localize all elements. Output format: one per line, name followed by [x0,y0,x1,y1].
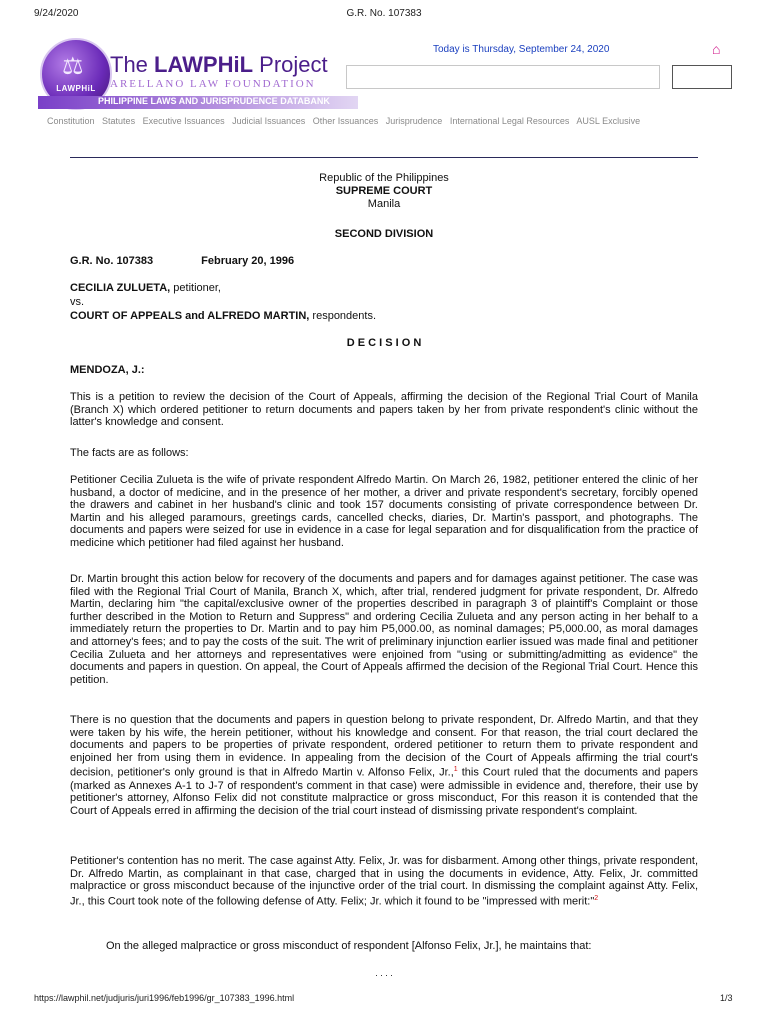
footnote-2-link[interactable]: 2 [594,894,599,902]
page-url: https://lawphil.net/judjuris/juri1996/feb1996/gr_107383_1996.html [34,993,295,1003]
case-number-line [70,255,698,268]
nav-other-issuances[interactable]: Other Issuances [312,116,379,126]
gr-number: G.R. No. 107383 [70,255,154,267]
search-input[interactable] [346,65,660,89]
main-nav [47,116,645,126]
print-header [0,8,768,22]
court-name: SUPREME COURT [335,185,433,197]
paragraph-5: There is no question that the documents and papers in question belong to private respondent, Dr. Alfredo Martin, and that they were taken by his wife, the herein petitioner, without his knowledge and consent. For that reason, the trial court declared the documents and papers to be properties of private respondent, ordered petitioner to return them to private respondent and enjoined her from using them in evidence. In appealing from the decision of the Court of Appeals affirming the trial court's decision, petitioner's only ground is that in Alfredo Martin v. Alfonso Felix, Jr.,$^1$ this Court ruled that the documents and papers (marked as Annexes A-1 to J-7 of respondent's comment in that case) were admissible in evidence and, therefore, their use by petitioner's attorney, Alfonso Felix did not constitute malpractice or gross misconduct, For this reason it is contended that the Court of Appeals erred in affirming the decision of the trial court instead of dismissing private respondent's complaint. [70,714,698,817]
paragraph-6: Petitioner's contention has no merit. The case against Atty. Felix, Jr. was for disbarment. Among other things, private respondent, Dr. Alfredo Martin, as complainant in that case, charged that in using the documents in evidence, Atty. Felix, Jr. committed malpractice or gross misconduct because of the injunctive order of the trial court. In dismissing the complaint against Atty. Felix, Jr., this Court took note of the following defense of Atty. Felix; Jr. which it found to be "impressed with merit:"$^2$ [70,855,698,908]
scales-of-justice-icon: ⚖ [62,53,84,80]
paragraph-7: On the alleged malpractice or gross misconduct of respondent [Alfonso Felix, Jr.], he maintains that: [106,940,592,952]
site-tagline: PHILIPPINE LAWS AND JURISPRUDENCE DATABANK [98,96,330,106]
footnote-1-link[interactable]: 1 [453,766,458,774]
nav-statutes[interactable]: Statutes [102,116,136,126]
print-title: G.R. No. 107383 [346,8,422,19]
ponente: MENDOZA, J.: [70,364,145,376]
header-divider [70,157,698,158]
paragraph-1: This is a petition to review the decision of the Court of Appeals, affirming the decision of the Regional Trial Court of Manila (Branch X) which ordered petitioner to return documents and papers taken by her from private respondent's clinic without the latter's knowledge and consent. [70,391,698,429]
court-city: Manila [367,198,401,210]
nav-constitution[interactable]: Constitution [47,116,95,126]
site-title: The LAWPHiL Project [110,52,328,77]
today-date: Today is Thursday, September 24, 2020 [433,44,610,55]
nav-judicial-issuances[interactable]: Judicial Issuances [232,116,306,126]
home-icon[interactable]: ⌂ [712,41,721,57]
paragraph-2: The facts are as follows: [70,447,189,459]
nav-ausl-exclusive[interactable]: AUSL Exclusive [576,116,641,126]
petitioner-line: CECILIA ZULUETA, petitioner, [70,282,221,294]
division: SECOND DIVISION [334,228,434,240]
ellipsis: . . . . [375,968,393,978]
gr-date: February 20, 1996 [201,255,295,267]
paragraph-4: Dr. Martin brought this action below for recovery of the documents and papers and for damages against petitioner. The case was filed with the Regional Trial Court of Manila, Branch X, which, after trial, rendered judgment for private respondent, Dr. Alfredo Martin, declaring him "the capital/exclusive owner of the properties described in paragraph 3 of plaintiff's Complaint or those further described in the Motion to Return and Suppress" and ordering Cecilia Zulueta and any person acting in her behalf to a immediately return the properties to Dr. Martin and to pay him P5,000.00, as nominal damages; P5,000.00, as moral damages and attorney's fees; and to pay the costs of the suit. The writ of preliminary injunction earlier issued was made final and petitioner Cecilia Zulueta and her attorneys and representatives were enjoined from "using or submitting/admitting as evidence" the documents and papers in question. On appeal, the Court of Appeals affirmed the decision of the Regional Trial Court. Hence this petition. [70,573,698,686]
decision-heading: D E C I S I O N [346,337,422,349]
versus: vs. [70,296,85,308]
paragraph-3: Petitioner Cecilia Zulueta is the wife of private respondent Alfredo Martin. On March 26, 1982, petitioner entered the clinic of her husband, a doctor of medicine, and in the presence of her mother, a driver and private respondent's secretary, forcibly opened the drawers and cabinet in her husband's clinic and took 157 documents consisting of private correspondence between Dr. Martin and his alleged paramours, greetings cards, cancelled checks, diaries, Dr. Martin's passport, and photographs. The documents and papers were seized for use in evidence in a case for legal separation and for disqualification from the practice of medicine which petitioner had filed against her husband. [70,474,698,549]
page-number: 1/3 [720,993,733,1003]
site-logo[interactable] [38,36,358,112]
search-button[interactable] [672,65,732,89]
nav-international-legal-resources[interactable]: International Legal Resources [449,116,570,126]
respondent-line: COURT OF APPEALS and ALFREDO MARTIN, respondents. [70,310,377,322]
nav-executive-issuances[interactable]: Executive Issuances [142,116,225,126]
nav-jurisprudence[interactable]: Jurisprudence [385,116,443,126]
site-tagline-band [38,96,358,109]
seal-text: LAWPHiL [56,84,96,93]
site-subtitle: ARELLANO LAW FOUNDATION [110,78,316,90]
republic-line: Republic of the Philippines [319,172,449,184]
print-date: 9/24/2020 [34,8,79,19]
